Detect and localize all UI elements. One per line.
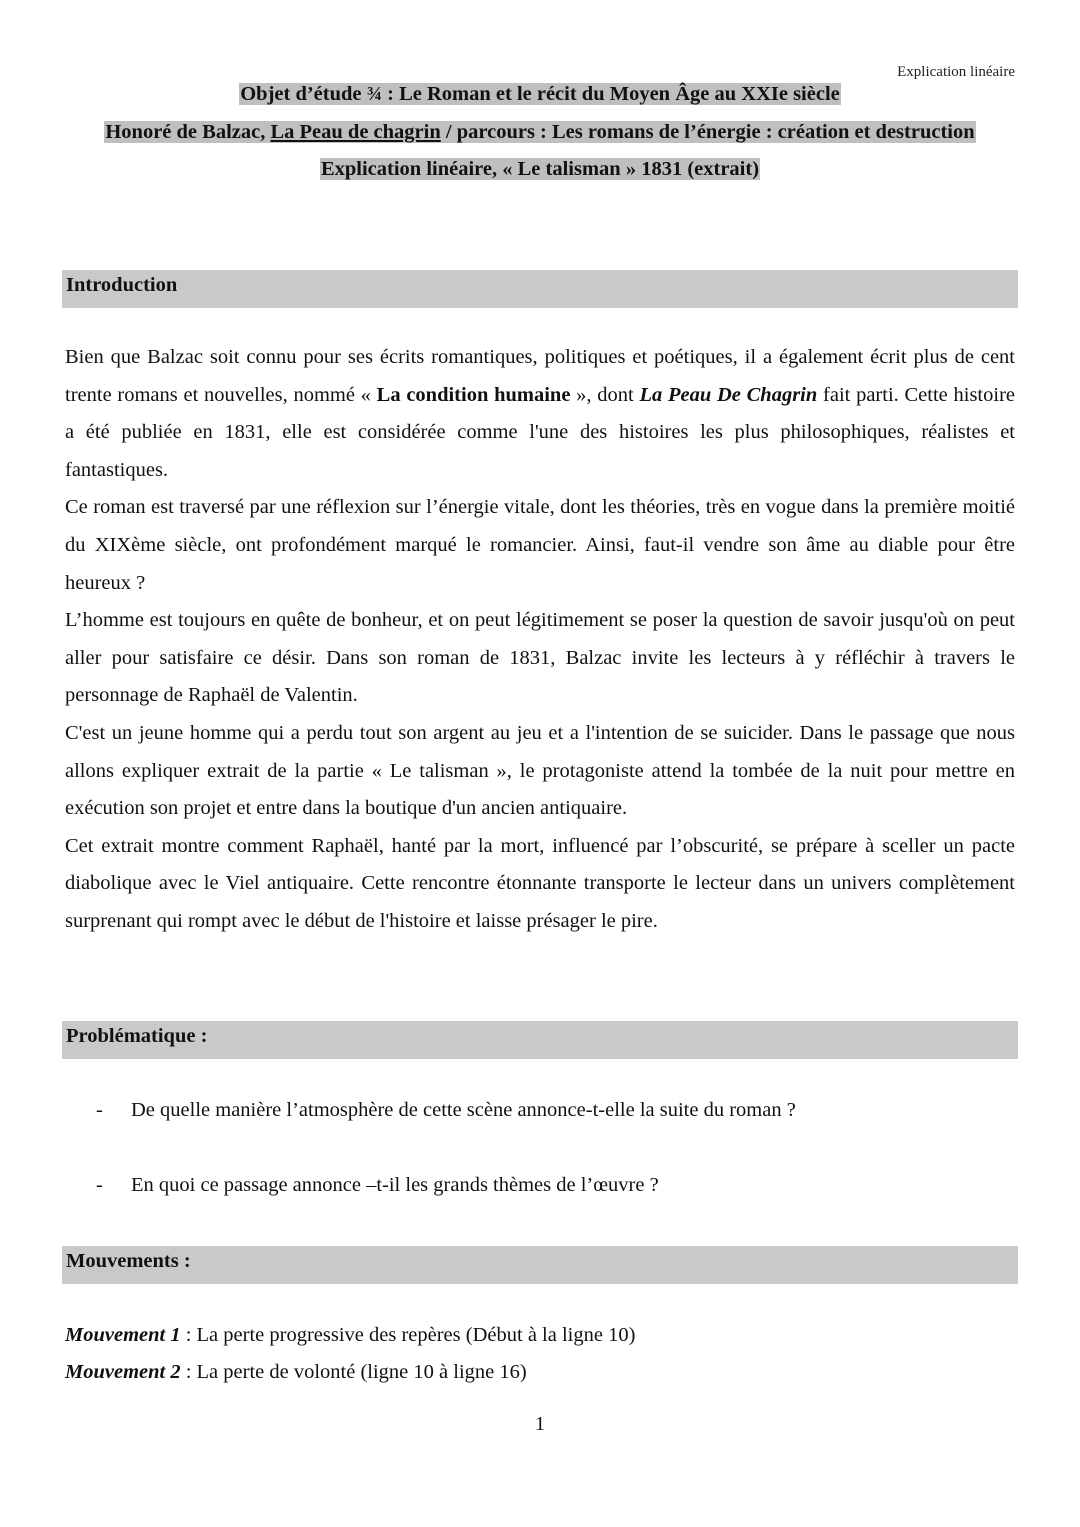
introduction-paragraph-5: Cet extrait montre comment Raphaël, hanté par la mort, influencé par l’obscurité, se prépare à sceller un pacte diabolique avec le Viel antiquaire. Cette rencontre étonnante transporte le lecteur dans un univers complètement surprenant qui rompt avec le début de l'histoire et laisse présager le pire. [65, 834, 1015, 932]
question-1-text: De quelle manière l’atmosphère de cette scène annonce-t-elle la suite du roman ? [131, 1099, 796, 1121]
introduction-body [65, 339, 1015, 941]
title-explication [0, 158, 1080, 181]
section-heading-problematique: Problématique : [62, 1021, 1018, 1059]
title-book: La Peau de chagrin [270, 121, 441, 143]
intro-p1-text-a: Bien que Balzac soit connu pour ses écrits romantiques, politiques et poétiques, il a également écrit plus de cent trente romans et nouvelles, nommé « [65, 346, 1015, 406]
introduction-paragraph-3: L’homme est toujours en quête de bonheur, et on peut légitimement se poser la question de savoir jusqu'où on peut aller pour satisfaire ce désir. Dans son roman de 1831, Balzac invite les lecteurs à y réfléchir à travers le personnage de Raphaël de Valentin. [65, 609, 1015, 707]
introduction-paragraph-2: Ce roman est traversé par une réflexion sur l’énergie vitale, dont les théories, très en vogue dans la première moitié du XIXème siècle, ont profondément marqué le romancier. Ainsi, faut-il vendre son âme au diable pour être heureux ? [65, 496, 1015, 594]
intro-p1-text-b: », dont [570, 383, 640, 406]
bullet-dash: - [96, 1099, 103, 1121]
mouvement-2 [65, 1358, 527, 1386]
problematique-question-1 [96, 1096, 796, 1124]
problematique-question-2 [96, 1171, 659, 1199]
title-study-object [0, 83, 1080, 106]
title-study-object-text: Objet d’étude ¾ : Le Roman et le récit du Moyen Âge au XXIe siècle [240, 83, 840, 105]
section-heading-mouvements: Mouvements : [62, 1246, 1018, 1284]
intro-p1-bold: La condition humaine [376, 383, 571, 406]
mouvement-1-text: : La perte progressive des repères (Début à la ligne 10) [180, 1324, 636, 1346]
title-work-highlight [104, 121, 975, 143]
mouvement-1 [65, 1321, 635, 1349]
running-header: Explication linéaire [897, 64, 1015, 80]
mouvement-2-text: : La perte de volonté (ligne 10 à ligne 16) [180, 1361, 527, 1383]
intro-p1-text-c: fait parti. Cette histoire a été publiée en 1831, elle est considérée comme l'une des histoires les plus philosophiques, réalistes et fantastiques. [65, 383, 1015, 481]
question-2-text: En quoi ce passage annonce –t-il les grands thèmes de l’œuvre ? [131, 1174, 659, 1196]
introduction-paragraph-4: C'est un jeune homme qui a perdu tout son argent au jeu et a l'intention de se suicider. Dans le passage que nous allons expliquer extrait de la partie « Le talisman », le protagoniste attend la tombée de la nuit pour mettre en exécution son projet et entre dans la boutique d'un ancien antiquaire. [65, 721, 1015, 820]
intro-p1-book-title: La Peau De Chagrin [639, 383, 818, 406]
title-explication-text: Explication linéaire, « Le talisman » 1831 (extrait) [320, 158, 760, 180]
mouvement-2-label: Mouvement 2 [65, 1361, 181, 1383]
bullet-dash: - [96, 1174, 103, 1196]
title-author: Honoré de Balzac, [105, 121, 271, 143]
introduction-paragraph-1 [65, 339, 1015, 489]
page-number: 1 [534, 1413, 546, 1435]
title-parcours: / parcours : Les romans de l’énergie : création et destruction [440, 121, 975, 143]
mouvement-1-label: Mouvement 1 [65, 1324, 181, 1346]
section-heading-introduction: Introduction [62, 270, 1018, 308]
title-work-and-parcours [0, 121, 1080, 144]
